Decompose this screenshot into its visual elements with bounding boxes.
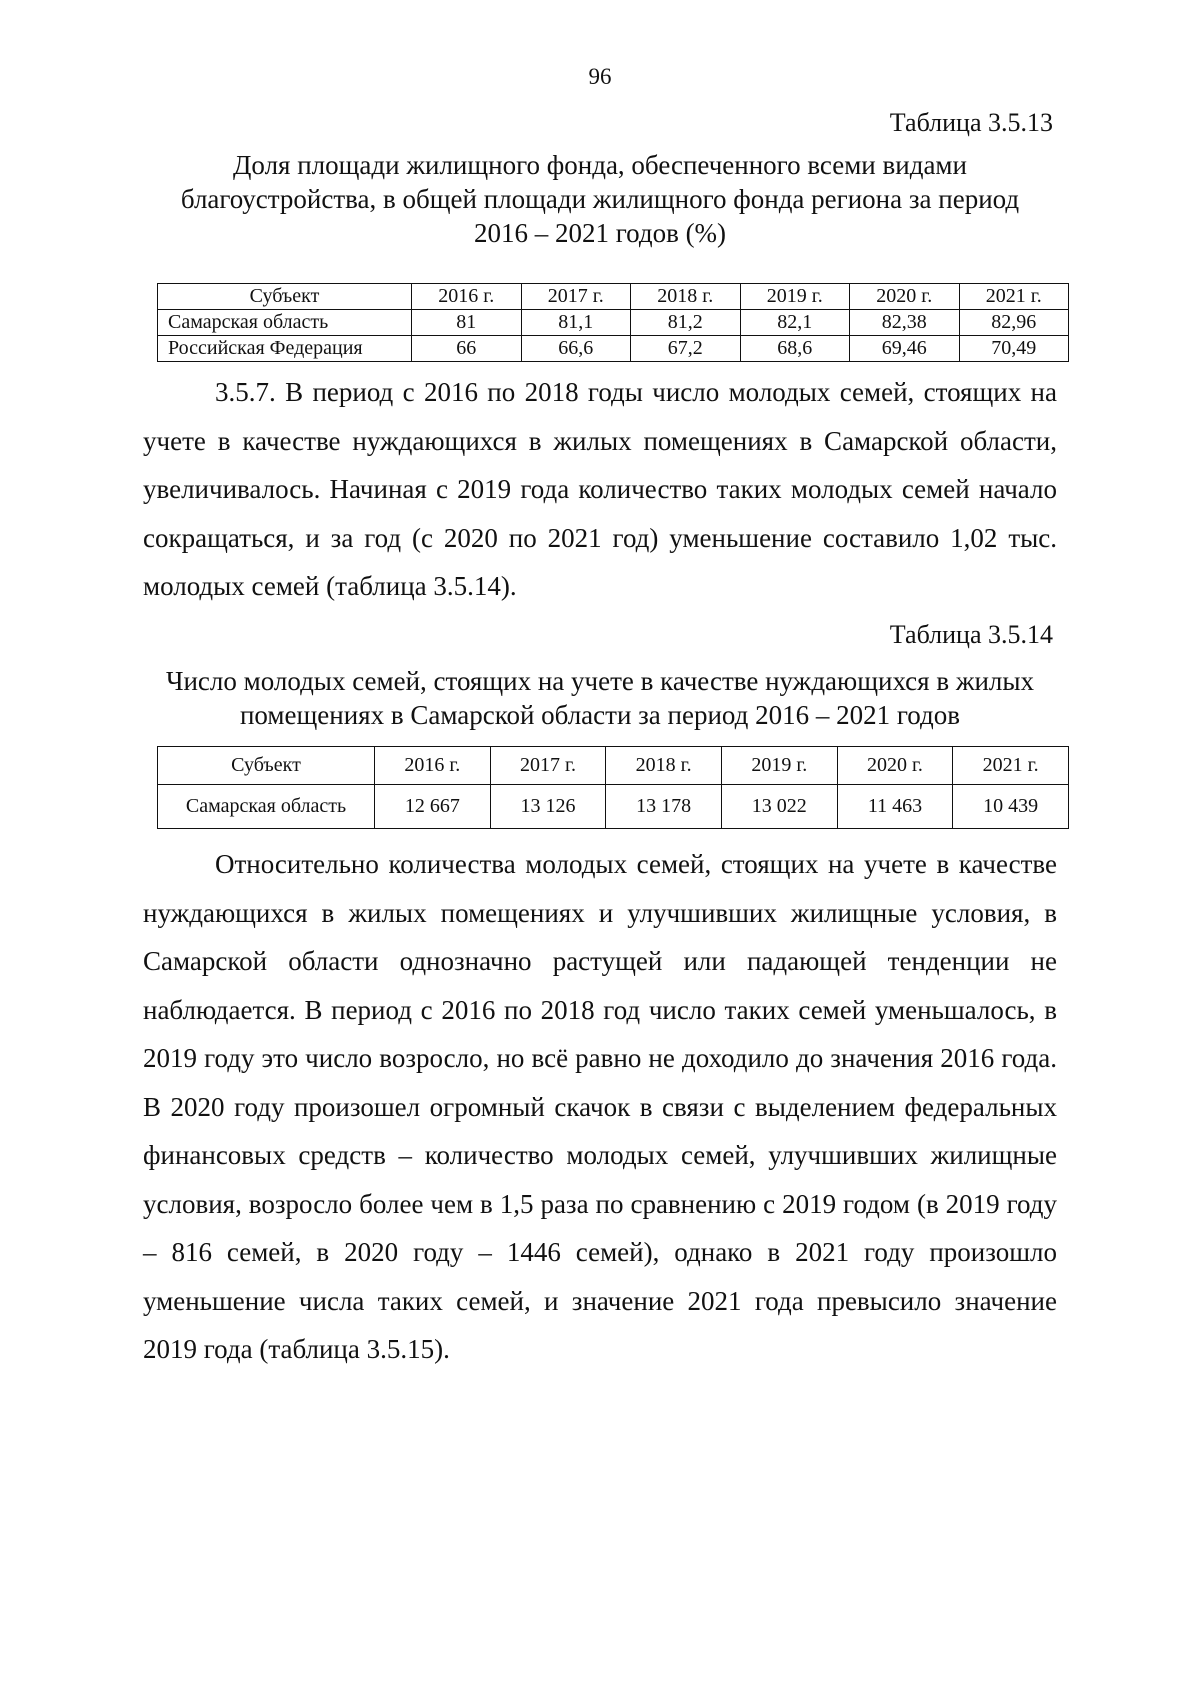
table-3-5-14-caption: Таблица 3.5.14 (889, 620, 1053, 649)
table-cell: 66 (412, 336, 522, 362)
table-cell: 67,2 (631, 336, 741, 362)
table-header-row (158, 747, 1069, 785)
table-cell: 13 178 (606, 785, 722, 829)
header-cell: 2019 г. (721, 747, 837, 785)
header-cell: Субъект (158, 284, 412, 310)
table-row (158, 785, 1069, 829)
header-cell: 2016 г. (412, 284, 522, 310)
header-cell: 2016 г. (375, 747, 491, 785)
table-3-5-13-caption: Таблица 3.5.13 (889, 108, 1053, 137)
table-cell: 70,49 (959, 336, 1069, 362)
table-cell: Самарская область (158, 785, 375, 829)
table-cell: 68,6 (740, 336, 850, 362)
table-cell: 81 (412, 310, 522, 336)
table-row (158, 336, 1069, 362)
paragraph-young-families: Относительно количества молодых семей, стоящих на учете в качестве нуждающихся в жилых помещениях и улучшивших жилищные условия, в Самарской области однозначно растущей или падающей тенденции не наблюдается. В период с 2016 по 2018 год число таких семей уменьшалось, в 2019 году это число возросло, но всё равно не доходило до значения 2016 года. В 2020 году произошел огромный скачок в связи с выделением федеральных финансовых средств – количество молодых семей, улучшивших жилищные условия, возросло более чем в 1,5 раза по сравнению с 2019 годом (в 2019 году – 816 семей, в 2020 году – 1446 семей), однако в 2021 году произошло уменьшение числа таких семей, и значение 2021 года превысило значение 2019 года (таблица 3.5.15). (143, 849, 1057, 1364)
table-cell: 13 022 (721, 785, 837, 829)
header-cell: 2018 г. (606, 747, 722, 785)
table-cell: 82,38 (850, 310, 960, 336)
table-header-row (158, 284, 1069, 310)
table-cell: 66,6 (521, 336, 631, 362)
table-3-5-13 (157, 283, 1069, 362)
header-cell: Субъект (158, 747, 375, 785)
table-cell: 81,2 (631, 310, 741, 336)
table-cell: 12 667 (375, 785, 491, 829)
table-cell: Самарская область (158, 310, 412, 336)
table-title-line: помещениях в Самарской области за период 2016 – 2021 годов (239, 700, 960, 730)
header-cell: 2021 г. (953, 747, 1069, 785)
table-cell: 81,1 (521, 310, 631, 336)
header-cell: 2017 г. (490, 747, 606, 785)
header-cell: 2020 г. (837, 747, 953, 785)
table-title-line: благоустройства, в общей площади жилищного фонда региона за период (180, 184, 1020, 214)
table-title-line: 2016 – 2021 годов (%) (473, 218, 727, 248)
table-cell: 11 463 (837, 785, 953, 829)
page-number: 96 (588, 64, 612, 89)
header-cell: 2019 г. (740, 284, 850, 310)
table-cell: 82,96 (959, 310, 1069, 336)
table-3-5-14-title (140, 664, 1060, 732)
header-cell: 2021 г. (959, 284, 1069, 310)
table-row (158, 310, 1069, 336)
table-3-5-13-title (140, 148, 1060, 250)
table-cell: 69,46 (850, 336, 960, 362)
table-cell: 10 439 (953, 785, 1069, 829)
header-cell: 2020 г. (850, 284, 960, 310)
paragraph-3-5-7: 3.5.7. В период с 2016 по 2018 годы число молодых семей, стоящих на учете в качестве нуждающихся в жилых помещениях в Самарской области, увеличивалось. Начиная с 2019 года количество таких молодых семей начало сокращаться, и за год (с 2020 по 2021 год) уменьшение составило 1,02 тыс. молодых семей (таблица 3.5.14). (143, 377, 1057, 601)
header-cell: 2017 г. (521, 284, 631, 310)
table-title-line: Доля площади жилищного фонда, обеспеченного всеми видами (233, 150, 967, 180)
table-3-5-14 (157, 746, 1069, 829)
table-cell: Российская Федерация (158, 336, 412, 362)
header-cell: 2018 г. (631, 284, 741, 310)
table-cell: 82,1 (740, 310, 850, 336)
table-title-line: Число молодых семей, стоящих на учете в качестве нуждающихся в жилых (165, 666, 1035, 696)
table-cell: 13 126 (490, 785, 606, 829)
